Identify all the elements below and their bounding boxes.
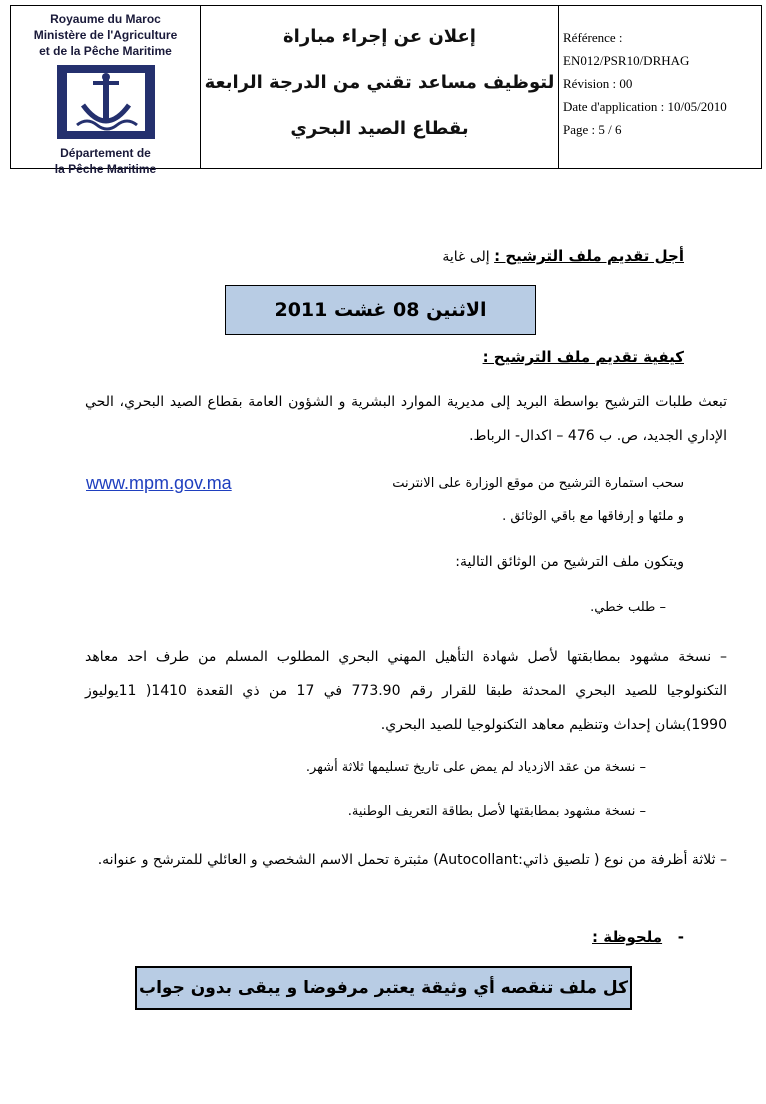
date-application: Date d'application : 10/05/2010	[563, 99, 727, 114]
org-line: et de la Pêche Maritime	[39, 44, 172, 58]
list-item: – طلب خطي.	[590, 600, 666, 615]
ministry-logo-icon	[57, 65, 155, 139]
org-line: Ministère de l'Agriculture	[33, 28, 178, 42]
header-title	[201, 6, 559, 168]
ministry-block	[11, 6, 201, 176]
list-item: – نسخة مشهود بمطابقتها لأصل شهادة التأهيل المهني البحري المطلوب المسلم من طرف احد معاهد التكنولوجيا للصيد البحري المحدثة طبقا للقرار رقم 773.90 في 17 من ذي القعدة 1410( 11يوليوز 1990)بشان إحداث وتنظيم معاهد التكنولوجيا للصيد البحري.	[85, 649, 728, 733]
reference-label: Référence :	[563, 30, 623, 45]
submission-paragraph: تبعث طلبات الترشيح بواسطة البريد إلى مديرية الموارد البشرية و الشؤون العامة بقطاع الصيد البحري، الحي الإداري الجديد، ص. ب 476 – اكدال- الرباط.	[85, 394, 727, 444]
ministry-website-link[interactable]: www.mpm.gov.ma	[86, 473, 232, 493]
note-dash: -	[677, 928, 684, 946]
reference-block	[559, 6, 761, 168]
note-label: ملحوظة :	[592, 928, 663, 946]
note-box: كل ملف تنقصه أي وثيقة يعتبر مرفوضا و يبقى بدون جواب	[135, 966, 632, 1010]
submission-title: كيفية تقديم ملف الترشيح :	[482, 348, 684, 366]
title-line: بقطاع الصيد البحري	[290, 118, 469, 139]
dept-line: Département de	[60, 146, 151, 160]
deadline-suffix: إلى غاية	[442, 249, 490, 265]
deadline-label: أجل تقديم ملف الترشيح :	[494, 247, 684, 265]
deadline-line	[442, 247, 684, 265]
reference-value: EN012/PSR10/DRHAG	[563, 53, 690, 68]
revision: Révision : 00	[563, 76, 633, 91]
note-heading	[592, 928, 684, 946]
fill-text: و ملئها و إرفاقها مع باقي الوثائق .	[502, 509, 684, 524]
list-item: – نسخة مشهود بمطابقتها لأصل بطاقة التعريف الوطنية.	[347, 804, 646, 819]
title-line: إعلان عن إجراء مباراة	[283, 26, 476, 47]
dept-line: la Pêche Maritime	[54, 162, 157, 176]
list-item: – ثلاثة أظرفة من نوع ( تلصيق ذاتي:Autocollant) مثبترة تحمل الاسم الشخصي و العائلي للمترشح و عنوانه.	[97, 852, 727, 868]
list-item: – نسخة من عقد الازدياد لم يمض على تاريخ تسليمها ثلاثة أشهر.	[305, 760, 646, 775]
document-header	[10, 5, 762, 176]
documents-intro: ويتكون ملف الترشيح من الوثائق التالية:	[455, 554, 684, 570]
org-line: Royaume du Maroc	[50, 12, 161, 26]
page-number: Page : 5 / 6	[563, 122, 622, 137]
deadline-date-box: الاثنين 08 غشت 2011	[225, 285, 536, 335]
download-text: سحب استمارة الترشيح من موقع الوزارة على الانترنت	[392, 476, 684, 491]
title-line: لتوظيف مساعد تقني من الدرجة الرابعة	[204, 72, 555, 93]
